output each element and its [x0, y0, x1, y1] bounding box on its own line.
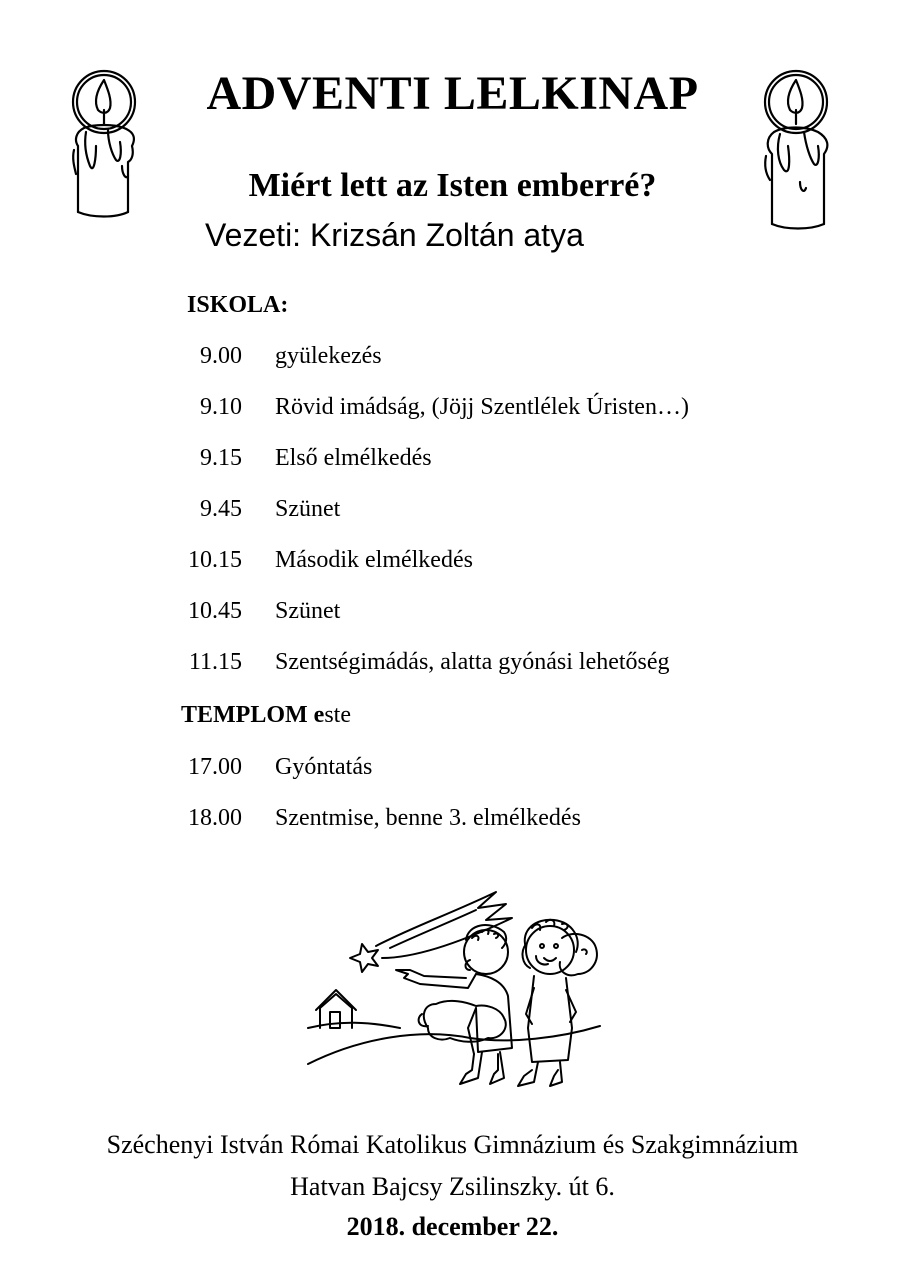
- star-icon: [350, 944, 378, 972]
- schedule-row: [150, 598, 242, 628]
- church-heading-bold: TEMPLOM e: [181, 702, 325, 728]
- schedule-row: [150, 649, 242, 679]
- page-title: ADVENTI LELKINAP: [206, 67, 699, 120]
- row-activity: Szentmise, benne 3. elmélkedés: [275, 805, 581, 831]
- row-time: 10.45: [188, 598, 242, 624]
- schedule-row: [150, 547, 242, 577]
- school-address: Hatvan Bajcsy Zsilinszky. út 6.: [290, 1172, 615, 1201]
- schedule-row: [150, 754, 242, 784]
- schedule-row: [150, 496, 242, 526]
- row-time: 9.45: [200, 496, 242, 522]
- shepherd-children-illustration: [300, 878, 610, 1098]
- row-activity: Gyóntatás: [275, 754, 373, 780]
- school-heading: ISKOLA:: [187, 292, 289, 318]
- church-heading: [181, 702, 351, 729]
- row-time: 18.00: [188, 805, 242, 831]
- row-activity: Első elmélkedés: [275, 445, 432, 471]
- row-time: 9.00: [200, 343, 242, 369]
- school-name: Széchenyi István Római Katolikus Gimnázium és Szakgimnázium: [106, 1130, 799, 1159]
- row-activity: gyülekezés: [275, 343, 382, 369]
- schedule-row: [150, 394, 242, 424]
- schedule-row: [150, 445, 242, 475]
- schedule-row: [150, 805, 242, 835]
- row-time: 11.15: [188, 649, 242, 675]
- church-heading-rest: ste: [324, 702, 351, 728]
- row-activity: Második elmélkedés: [275, 547, 473, 573]
- row-activity: Szentségimádás, alatta gyónási lehetőség: [275, 649, 670, 675]
- leader-line: Vezeti: Krizsán Zoltán atya: [205, 217, 584, 253]
- schedule-row: [150, 343, 242, 373]
- page-subtitle: Miért lett az Isten emberré?: [248, 167, 657, 204]
- row-activity: Szünet: [275, 598, 341, 624]
- row-time: 9.15: [200, 445, 242, 471]
- row-time: 9.10: [200, 394, 242, 420]
- row-time: 10.15: [188, 547, 242, 573]
- row-activity: Rövid imádság, (Jöjj Szentlélek Úristen…): [275, 394, 689, 420]
- row-activity: Szünet: [275, 496, 341, 522]
- event-date: 2018. december 22.: [346, 1212, 559, 1241]
- row-time: 17.00: [188, 754, 242, 780]
